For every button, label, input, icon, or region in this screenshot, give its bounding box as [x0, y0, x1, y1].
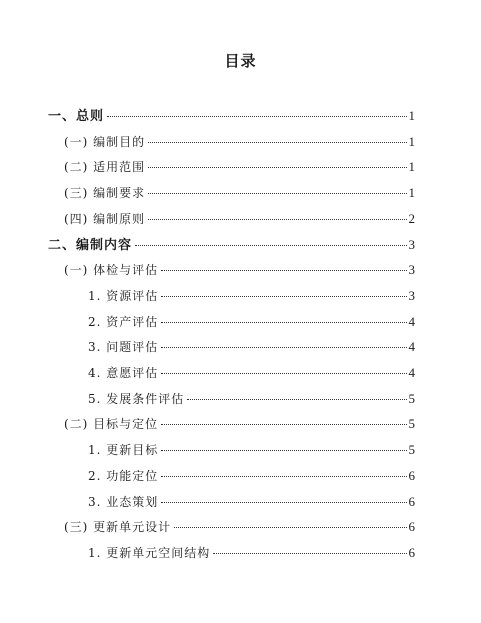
toc-entry[interactable] [88, 338, 415, 356]
toc-entry-page-number: 6 [408, 545, 415, 560]
toc-entry-page-number: 6 [408, 468, 415, 483]
toc-entry[interactable] [48, 236, 415, 254]
toc-entry-page-number: 3 [408, 237, 415, 252]
dot-leader [135, 245, 406, 246]
toc-entry-label: (三) 编制要求 [64, 186, 146, 200]
dot-leader [148, 193, 406, 194]
toc-entry-page-number: 6 [408, 519, 415, 534]
toc-entry[interactable] [64, 210, 415, 228]
toc-entry-page-number: 1 [408, 134, 415, 149]
dot-leader [161, 373, 406, 374]
dot-leader [161, 347, 406, 348]
toc-entry-label: 2. 功能定位 [88, 469, 159, 483]
toc-entry-page-number: 4 [408, 365, 415, 380]
toc-entry-label: 4. 意愿评估 [88, 366, 159, 380]
dot-leader [161, 322, 406, 323]
toc-entry-label: 1. 更新单元空间结构 [88, 546, 211, 560]
toc-entry-page-number: 2 [408, 211, 415, 226]
dot-leader [161, 424, 406, 425]
toc-entry-label: 一、总则 [48, 109, 105, 124]
toc-entry-label: (二) 目标与定位 [64, 417, 159, 431]
toc-entry-page-number: 5 [408, 416, 415, 431]
toc-entry-label: (一) 体检与评估 [64, 263, 159, 277]
dot-leader [107, 116, 406, 117]
toc-entry-page-number: 1 [408, 185, 415, 200]
dot-leader [213, 553, 406, 554]
toc-entry[interactable] [88, 493, 415, 511]
toc-entry-label: 二、编制内容 [48, 238, 133, 253]
toc-entry-page-number: 1 [408, 159, 415, 174]
dot-leader [148, 167, 406, 168]
toc-entry-page-number: 3 [408, 262, 415, 277]
dot-leader [148, 142, 406, 143]
toc-entry[interactable] [88, 313, 415, 331]
dot-leader [174, 527, 406, 528]
toc-entry-label: 3. 业态策划 [88, 495, 159, 509]
toc-entry[interactable] [88, 467, 415, 485]
toc-entry-label: 1. 更新目标 [88, 443, 159, 457]
page-title: 目录 [224, 52, 257, 70]
toc-entry[interactable] [88, 544, 415, 562]
toc-entry[interactable] [64, 415, 415, 433]
toc-entry-label: 1. 资源评估 [88, 289, 159, 303]
toc-entry[interactable] [88, 441, 415, 459]
toc-entry-label: 2. 资产评估 [88, 315, 159, 329]
toc-entry-page-number: 5 [408, 391, 415, 406]
toc-entry-label: (一) 编制目的 [64, 135, 146, 149]
dot-leader [161, 502, 406, 503]
toc-entry-label: 5. 发展条件评估 [88, 392, 185, 406]
toc-entry-page-number: 4 [408, 339, 415, 354]
toc-entry-page-number: 3 [408, 288, 415, 303]
dot-leader [161, 450, 406, 451]
dot-leader [161, 270, 406, 271]
dot-leader [148, 219, 406, 220]
toc-entry[interactable] [88, 390, 415, 408]
toc-entry-label: 3. 问题评估 [88, 340, 159, 354]
dot-leader [161, 296, 406, 297]
toc-entry-page-number: 4 [408, 314, 415, 329]
toc-entry-label: (二) 适用范围 [64, 160, 146, 174]
toc-entry[interactable] [64, 518, 415, 536]
toc-entry[interactable] [48, 107, 415, 125]
toc-entry-label: (四) 编制原则 [64, 212, 146, 226]
toc-entry[interactable] [88, 364, 415, 382]
toc-entry-page-number: 6 [408, 494, 415, 509]
toc-entry[interactable] [64, 158, 415, 176]
toc-entry-page-number: 1 [408, 108, 415, 123]
toc-entry[interactable] [88, 287, 415, 305]
toc-entry[interactable] [64, 133, 415, 151]
toc-entry-page-number: 5 [408, 442, 415, 457]
dot-leader [187, 399, 406, 400]
toc-entry[interactable] [64, 261, 415, 279]
toc-entry[interactable] [64, 184, 415, 202]
dot-leader [161, 476, 406, 477]
toc-entry-label: (三) 更新单元设计 [64, 520, 172, 534]
